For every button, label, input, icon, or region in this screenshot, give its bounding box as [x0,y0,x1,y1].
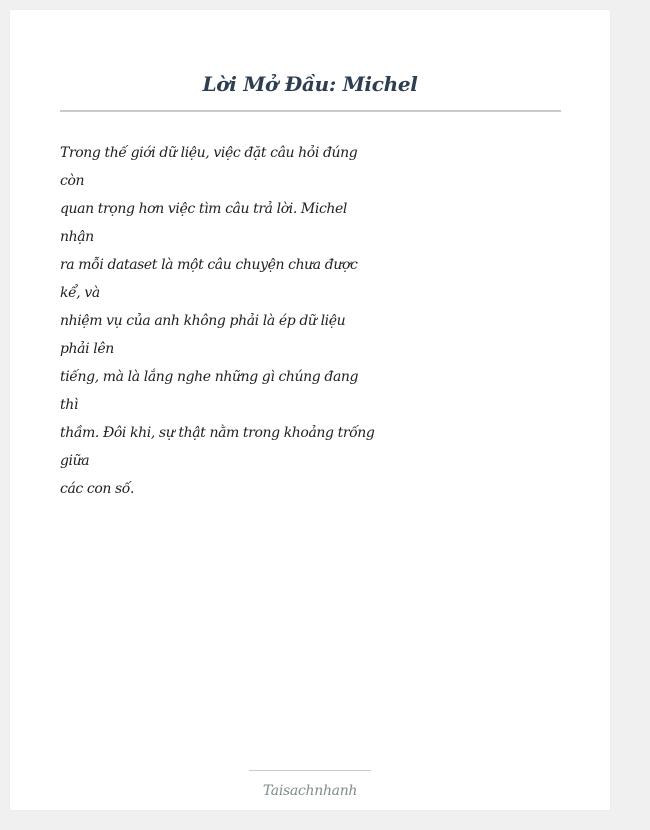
body-line: giữa [60,453,90,469]
body-line: nhận [60,229,94,245]
body-line: nhiệm vụ của anh không phải là ép dữ liệu [60,313,346,329]
body-line: quan trọng hơn việc tìm câu trả lời. Michel [60,201,347,217]
body-line: còn [60,173,85,189]
body-paragraph [60,143,380,507]
body-line: ra mỗi dataset là một câu chuyện chưa được [60,257,358,273]
body-line: Trong thế giới dữ liệu, việc đặt câu hỏi đúng [60,145,358,161]
body-line: các con số. [60,481,135,497]
footer-divider [249,770,371,771]
body-line: thầm. Đôi khi, sự thật nằm trong khoảng trống [60,425,375,441]
body-line: thì [60,397,78,413]
document-page [10,10,610,810]
title-divider [60,110,561,112]
body-line: phải lên [60,341,114,357]
body-line: kể, và [60,285,100,301]
page-title: Lời Mở Đầu: Michel [202,72,418,96]
body-line: tiếng, mà là lắng nghe những gì chúng đang [60,369,359,385]
footer-text: Taisachnhanh [262,783,358,799]
